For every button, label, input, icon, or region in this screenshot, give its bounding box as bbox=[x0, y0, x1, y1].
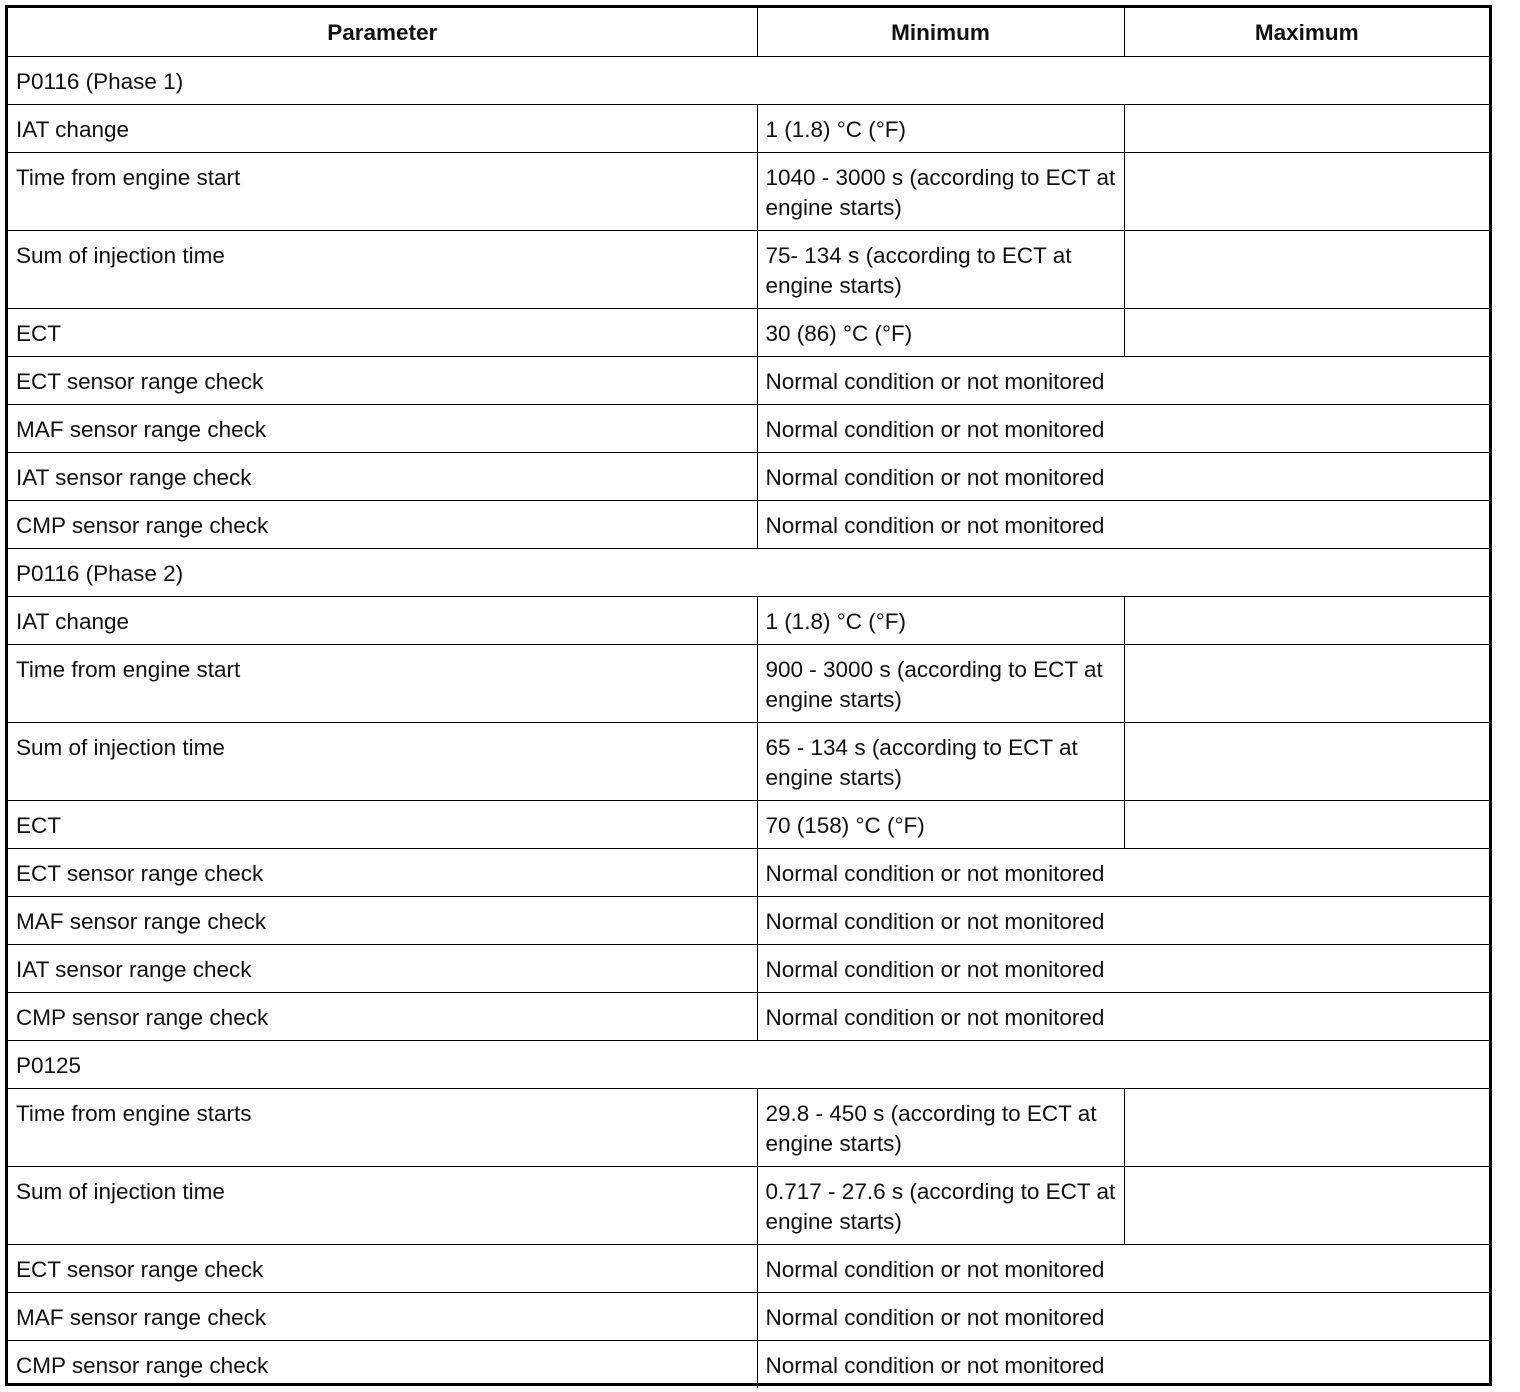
parameter-cell: ECT sensor range check bbox=[8, 849, 757, 897]
header-minimum: Minimum bbox=[757, 8, 1124, 57]
maximum-cell bbox=[1124, 645, 1489, 723]
table-row bbox=[8, 405, 1489, 453]
section-label: P0116 (Phase 2) bbox=[8, 549, 1489, 597]
section-label: P0116 (Phase 1) bbox=[8, 57, 1489, 105]
table-body bbox=[8, 57, 1489, 1389]
condition-cell: Normal condition or not monitored bbox=[757, 357, 1489, 405]
table-row bbox=[8, 357, 1489, 405]
condition-cell: Normal condition or not monitored bbox=[757, 1293, 1489, 1341]
parameter-cell: IAT change bbox=[8, 105, 757, 153]
table-header-row bbox=[8, 8, 1489, 57]
table-row bbox=[8, 309, 1489, 357]
parameter-cell: ECT sensor range check bbox=[8, 1245, 757, 1293]
maximum-cell bbox=[1124, 1167, 1489, 1245]
parameter-table bbox=[8, 8, 1489, 1388]
section-label: P0125 bbox=[8, 1041, 1489, 1089]
minimum-cell: 75- 134 s (according to ECT at engine starts) bbox=[757, 231, 1124, 309]
parameter-cell: ECT sensor range check bbox=[8, 357, 757, 405]
condition-cell: Normal condition or not monitored bbox=[757, 501, 1489, 549]
table-row bbox=[8, 993, 1489, 1041]
maximum-cell bbox=[1124, 105, 1489, 153]
parameter-cell: Sum of injection time bbox=[8, 723, 757, 801]
table-row bbox=[8, 597, 1489, 645]
table-row bbox=[8, 1293, 1489, 1341]
maximum-cell bbox=[1124, 723, 1489, 801]
maximum-cell bbox=[1124, 597, 1489, 645]
parameter-cell: MAF sensor range check bbox=[8, 1293, 757, 1341]
parameter-cell: IAT change bbox=[8, 597, 757, 645]
parameter-cell: Time from engine start bbox=[8, 153, 757, 231]
condition-cell: Normal condition or not monitored bbox=[757, 945, 1489, 993]
table-row bbox=[8, 501, 1489, 549]
table-row bbox=[8, 153, 1489, 231]
table-row bbox=[8, 849, 1489, 897]
section-row bbox=[8, 1041, 1489, 1089]
table-row bbox=[8, 897, 1489, 945]
table-row bbox=[8, 1341, 1489, 1389]
maximum-cell bbox=[1124, 1089, 1489, 1167]
condition-cell: Normal condition or not monitored bbox=[757, 993, 1489, 1041]
table-row bbox=[8, 105, 1489, 153]
table-row bbox=[8, 801, 1489, 849]
maximum-cell bbox=[1124, 801, 1489, 849]
minimum-cell: 29.8 - 450 s (according to ECT at engine starts) bbox=[757, 1089, 1124, 1167]
parameter-cell: Sum of injection time bbox=[8, 231, 757, 309]
condition-cell: Normal condition or not monitored bbox=[757, 405, 1489, 453]
parameter-cell: MAF sensor range check bbox=[8, 897, 757, 945]
parameter-cell: CMP sensor range check bbox=[8, 1341, 757, 1389]
table-row bbox=[8, 1167, 1489, 1245]
condition-cell: Normal condition or not monitored bbox=[757, 897, 1489, 945]
table-row bbox=[8, 1089, 1489, 1167]
header-parameter: Parameter bbox=[8, 8, 757, 57]
minimum-cell: 900 - 3000 s (according to ECT at engine starts) bbox=[757, 645, 1124, 723]
table-row bbox=[8, 945, 1489, 993]
parameter-cell: ECT bbox=[8, 309, 757, 357]
table-row bbox=[8, 231, 1489, 309]
condition-cell: Normal condition or not monitored bbox=[757, 453, 1489, 501]
maximum-cell bbox=[1124, 231, 1489, 309]
parameter-cell: ECT bbox=[8, 801, 757, 849]
parameter-table-frame bbox=[5, 5, 1492, 1386]
condition-cell: Normal condition or not monitored bbox=[757, 849, 1489, 897]
condition-cell: Normal condition or not monitored bbox=[757, 1341, 1489, 1389]
maximum-cell bbox=[1124, 309, 1489, 357]
table-row bbox=[8, 1245, 1489, 1293]
minimum-cell: 1040 - 3000 s (according to ECT at engine starts) bbox=[757, 153, 1124, 231]
minimum-cell: 0.717 - 27.6 s (according to ECT at engine starts) bbox=[757, 1167, 1124, 1245]
table-row bbox=[8, 645, 1489, 723]
section-row bbox=[8, 549, 1489, 597]
header-maximum: Maximum bbox=[1124, 8, 1489, 57]
table-row bbox=[8, 453, 1489, 501]
minimum-cell: 1 (1.8) °C (°F) bbox=[757, 105, 1124, 153]
parameter-cell: IAT sensor range check bbox=[8, 453, 757, 501]
minimum-cell: 1 (1.8) °C (°F) bbox=[757, 597, 1124, 645]
minimum-cell: 70 (158) °C (°F) bbox=[757, 801, 1124, 849]
minimum-cell: 30 (86) °C (°F) bbox=[757, 309, 1124, 357]
parameter-cell: IAT sensor range check bbox=[8, 945, 757, 993]
parameter-cell: Time from engine start bbox=[8, 645, 757, 723]
parameter-cell: CMP sensor range check bbox=[8, 993, 757, 1041]
parameter-cell: MAF sensor range check bbox=[8, 405, 757, 453]
parameter-cell: CMP sensor range check bbox=[8, 501, 757, 549]
section-row bbox=[8, 57, 1489, 105]
condition-cell: Normal condition or not monitored bbox=[757, 1245, 1489, 1293]
maximum-cell bbox=[1124, 153, 1489, 231]
parameter-cell: Sum of injection time bbox=[8, 1167, 757, 1245]
table-row bbox=[8, 723, 1489, 801]
minimum-cell: 65 - 134 s (according to ECT at engine starts) bbox=[757, 723, 1124, 801]
parameter-cell: Time from engine starts bbox=[8, 1089, 757, 1167]
